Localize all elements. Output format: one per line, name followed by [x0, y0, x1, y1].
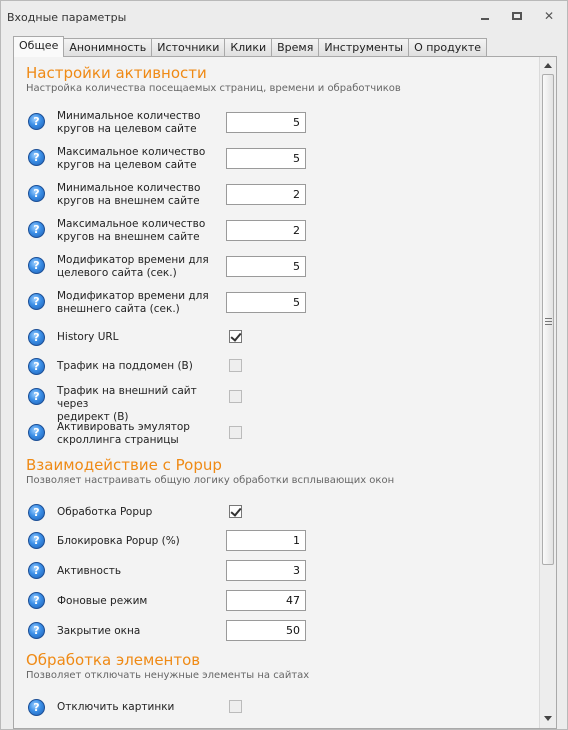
- setting-label: History URL: [57, 331, 119, 343]
- tab-bar: [13, 37, 487, 57]
- min-rounds-target-input[interactable]: 5: [226, 112, 306, 133]
- max-rounds-target-input[interactable]: 5: [226, 148, 306, 169]
- maximize-icon[interactable]: [509, 9, 525, 23]
- tab-clicks[interactable]: Клики: [225, 38, 272, 57]
- help-icon[interactable]: ?: [28, 424, 45, 441]
- help-icon[interactable]: ?: [28, 388, 45, 405]
- tab-time[interactable]: Время: [272, 38, 319, 57]
- popup-section-title: Взаимодействие с Popup: [26, 456, 222, 474]
- help-icon[interactable]: ?: [28, 699, 45, 716]
- help-icon[interactable]: ?: [28, 293, 45, 310]
- help-icon[interactable]: ?: [28, 185, 45, 202]
- setting-label: Максимальное количество кругов на внешнем сайте: [57, 218, 206, 243]
- time-modifier-target-input[interactable]: 5: [226, 256, 306, 277]
- title-bar: [1, 1, 567, 33]
- setting-label: Фоновые режим: [57, 595, 148, 607]
- activity-section-subtitle: Настройка количества посещаемых страниц, времени и обработчиков: [26, 83, 401, 94]
- setting-label: Модификатор времени для целевого сайта (сек.): [57, 254, 209, 279]
- settings-content: [14, 57, 538, 728]
- setting-label: Блокировка Popup (%): [57, 535, 180, 547]
- help-icon[interactable]: ?: [28, 562, 45, 579]
- tab-anonymity[interactable]: Анонимность: [64, 38, 152, 57]
- window-title: Входные параметры: [7, 11, 127, 24]
- help-icon[interactable]: ?: [28, 257, 45, 274]
- activity-input[interactable]: 3: [226, 560, 306, 581]
- minimize-icon[interactable]: [477, 9, 493, 23]
- setting-label: Отключить картинки: [57, 701, 175, 713]
- help-icon[interactable]: ?: [28, 622, 45, 639]
- setting-label: Трафик на внешний сайт через редирект (B): [57, 385, 197, 423]
- max-rounds-external-input[interactable]: 2: [226, 220, 306, 241]
- vertical-scrollbar[interactable]: [539, 57, 556, 728]
- setting-label: Трафик на поддомен (B): [57, 360, 193, 372]
- scroll-up-icon[interactable]: [544, 63, 552, 68]
- help-icon[interactable]: ?: [28, 221, 45, 238]
- setting-label: Закрытие окна: [57, 625, 141, 637]
- help-icon[interactable]: ?: [28, 592, 45, 609]
- grip-icon: [545, 318, 552, 325]
- popup-section-subtitle: Позволяет настраивать общую логику обработки всплывающих окон: [26, 475, 395, 486]
- activity-section-title: Настройки активности: [26, 64, 207, 82]
- subdomain-traffic-checkbox[interactable]: [229, 359, 242, 372]
- setting-label: Активность: [57, 565, 122, 577]
- time-modifier-external-input[interactable]: 5: [226, 292, 306, 313]
- setting-label: Минимальное количество кругов на целевом сайте: [57, 110, 201, 135]
- scroll-down-icon[interactable]: [544, 716, 552, 721]
- setting-label: Максимальное количество кругов на целевом сайте: [57, 146, 206, 171]
- tab-general[interactable]: Общее: [13, 36, 64, 57]
- min-rounds-external-input[interactable]: 2: [226, 184, 306, 205]
- settings-panel: [13, 56, 557, 729]
- help-icon[interactable]: ?: [28, 113, 45, 130]
- tab-about[interactable]: О продукте: [409, 38, 487, 57]
- tab-tools[interactable]: Инструменты: [319, 38, 409, 57]
- scroll-emulator-checkbox[interactable]: [229, 426, 242, 439]
- popup-processing-checkbox[interactable]: [229, 505, 242, 518]
- help-icon[interactable]: ?: [28, 532, 45, 549]
- popup-block-input[interactable]: 1: [226, 530, 306, 551]
- help-icon[interactable]: ?: [28, 149, 45, 166]
- elements-section-title: Обработка элементов: [26, 651, 201, 669]
- setting-label: Активировать эмулятор скроллинга страницы: [57, 421, 190, 446]
- help-icon[interactable]: ?: [28, 329, 45, 346]
- window-close-input[interactable]: 50: [226, 620, 306, 641]
- help-icon[interactable]: ?: [28, 504, 45, 521]
- elements-section-subtitle: Позволяет отключать ненужные элементы на сайтах: [26, 670, 310, 681]
- redirect-traffic-checkbox[interactable]: [229, 390, 242, 403]
- history-url-checkbox[interactable]: [229, 330, 242, 343]
- background-mode-input[interactable]: 47: [226, 590, 306, 611]
- tab-sources[interactable]: Источники: [152, 38, 225, 57]
- scrollbar-thumb[interactable]: [542, 74, 554, 565]
- setting-label: Обработка Popup: [57, 506, 153, 518]
- disable-images-checkbox[interactable]: [229, 700, 242, 713]
- setting-label: Модификатор времени для внешнего сайта (сек.): [57, 290, 209, 315]
- setting-label: Минимальное количество кругов на внешнем сайте: [57, 182, 201, 207]
- close-icon[interactable]: ✕: [543, 9, 555, 23]
- help-icon[interactable]: ?: [28, 358, 45, 375]
